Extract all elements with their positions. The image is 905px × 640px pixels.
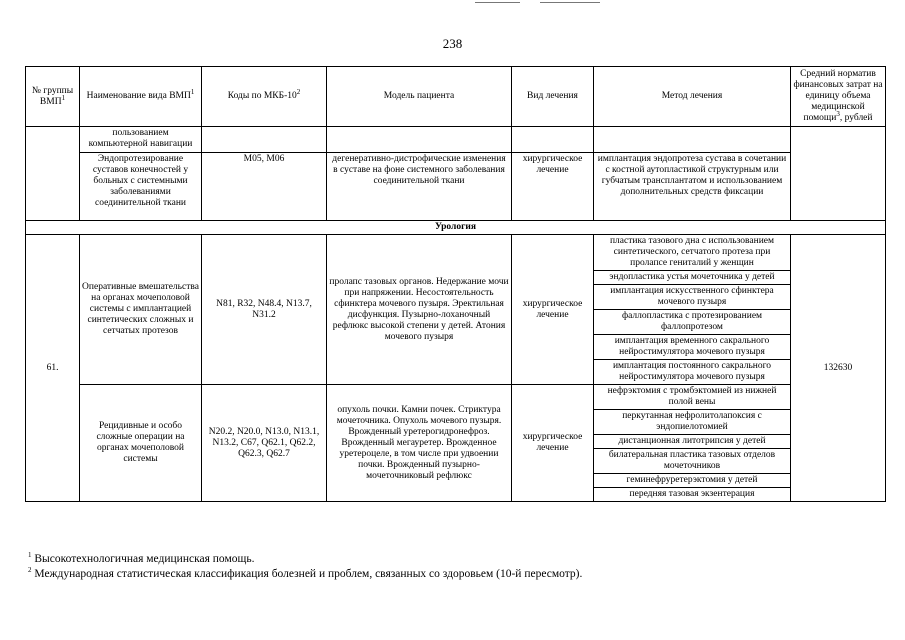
footnotes <box>28 552 582 582</box>
top-rule-2 <box>540 2 600 3</box>
header-treatment: Вид лечения <box>512 67 594 127</box>
cell-op2-model: опухоль почки. Камни почек. Стриктура мочеточника. Опухоль мочевого пузыря. Врожденный уретерогидронефроз. Врожденный мегауретер. Врожденное уретероцеле, в том числе при удвоении почки. Врожденный пузырно-мочеточниковый рефлюкс <box>327 385 512 502</box>
table-row <box>26 235 886 385</box>
cell-op2-codes: N20.2, N20.0, N13.0, N13.1, N13.2, C67, Q62.1, Q62.2, Q62.3, Q62.7 <box>202 385 327 502</box>
op1-methods-list <box>594 235 790 384</box>
header-method: Метод лечения <box>594 67 791 127</box>
vmp-table <box>25 66 886 502</box>
cell-empty <box>327 127 512 153</box>
cell-endo-method: имплантация эндопротеза сустава в сочетании с костной аутопластикой структурным или губчатым трансплантатом и использованием дополнительных средств фиксации <box>594 153 791 221</box>
method-item: билатеральная пластика тазовых отделов мочеточников <box>594 449 790 474</box>
section-title: Урология <box>26 221 886 235</box>
cell-op1-name: Оперативные вмешательства на органах мочеполовой системы с имплантацией синтетических сложных и сетчатых протезов <box>80 235 202 385</box>
group-number: 61. <box>26 235 80 502</box>
method-item: имплантация постоянного сакрального нейростимулятора мочевого пузыря <box>612 361 772 382</box>
header-num: № группы ВМП$^1$ <box>26 67 80 127</box>
method-item: имплантация искусственного сфинктера мочевого пузыря <box>594 285 790 310</box>
cell-op1-model: пролапс тазовых органов. Недержание мочи при напряжении. Несостоятельность сфинктера мочевого пузыря. Эректильная дисфункция. Пузырно-лоханочный рефлюкс высокой степени у детей. Атония мочевого пузыря <box>327 235 512 385</box>
method-item: дистанционная литотрипсия у детей <box>594 435 790 449</box>
table-row <box>26 127 886 153</box>
group-cost: 132630 <box>791 235 886 502</box>
table-row <box>26 153 886 221</box>
method-item: нефрэктомия с тромбэктомией из нижней полой вены <box>594 385 790 410</box>
section-row <box>26 221 886 235</box>
top-rule-1 <box>475 2 520 3</box>
cell-endo-codes: M05, M06 <box>202 153 327 221</box>
page-number: 238 <box>442 36 463 51</box>
header-cost: Средний норматив финансовых затрат на единицу объема медицинской помощи$^3$, рублей <box>791 67 886 127</box>
cell-endo-model: дегенеративно-дистрофические изменения в суставе на фоне системного заболевания соединительной ткани <box>327 153 512 221</box>
cell-cost-empty <box>791 127 886 221</box>
header-row <box>26 67 886 127</box>
method-item: эндопластика устья мочеточника у детей <box>594 271 790 285</box>
cell-op2-methods <box>594 385 791 502</box>
cell-num-empty <box>26 127 80 221</box>
table-row <box>26 385 886 502</box>
header-codes: Коды по МКБ-$10^2$ <box>202 67 327 127</box>
cell-empty <box>202 127 327 153</box>
header-model: Модель пациента <box>327 67 512 127</box>
cell-op1-methods <box>594 235 791 385</box>
op2-methods-list <box>594 385 790 501</box>
method-item: пластика тазового дна с использованием синтетического, сетчатого протеза при пролапсе гениталий у женщин <box>594 235 790 271</box>
cell-endo-name: Эндопротезирование суставов конечностей у больных с системными заболеваниями соединительной ткани <box>80 153 202 221</box>
cell-empty <box>594 127 791 153</box>
method-item: передняя тазовая экзентерация <box>629 489 755 499</box>
method-item: имплантация временного сакрального нейростимулятора мочевого пузыря <box>594 335 790 360</box>
method-item: перкутанная нефролитолапоксия с эндопиелотомией <box>594 410 790 435</box>
cell-empty <box>512 127 594 153</box>
cell-cont-name: пользованием компьютерной навигации <box>80 127 202 153</box>
cell-endo-treatment: хирургическое лечение <box>512 153 594 221</box>
cell-op2-name: Рецидивные и особо сложные операции на органах мочеполовой системы <box>80 385 202 502</box>
method-item: геминефруретерэктомия у детей <box>594 474 790 488</box>
footnote-1: $^1$ Высокотехнологичная медицинская помощь. <box>28 551 255 565</box>
method-item: фаллопластика с протезированием фаллопротезом <box>594 310 790 335</box>
cell-op1-codes: N81, R32, N48.4, N13.7, N31.2 <box>202 235 327 385</box>
cell-op2-treatment: хирургическое лечение <box>512 385 594 502</box>
cell-op1-treatment: хирургическое лечение <box>512 235 594 385</box>
header-name: Наименование вида ВМП$^1$ <box>80 67 202 127</box>
footnote-2: $^2$ Международная статистическая классификация болезней и проблем, связанных со здоровьем (10-й пересмотр). <box>28 566 583 580</box>
